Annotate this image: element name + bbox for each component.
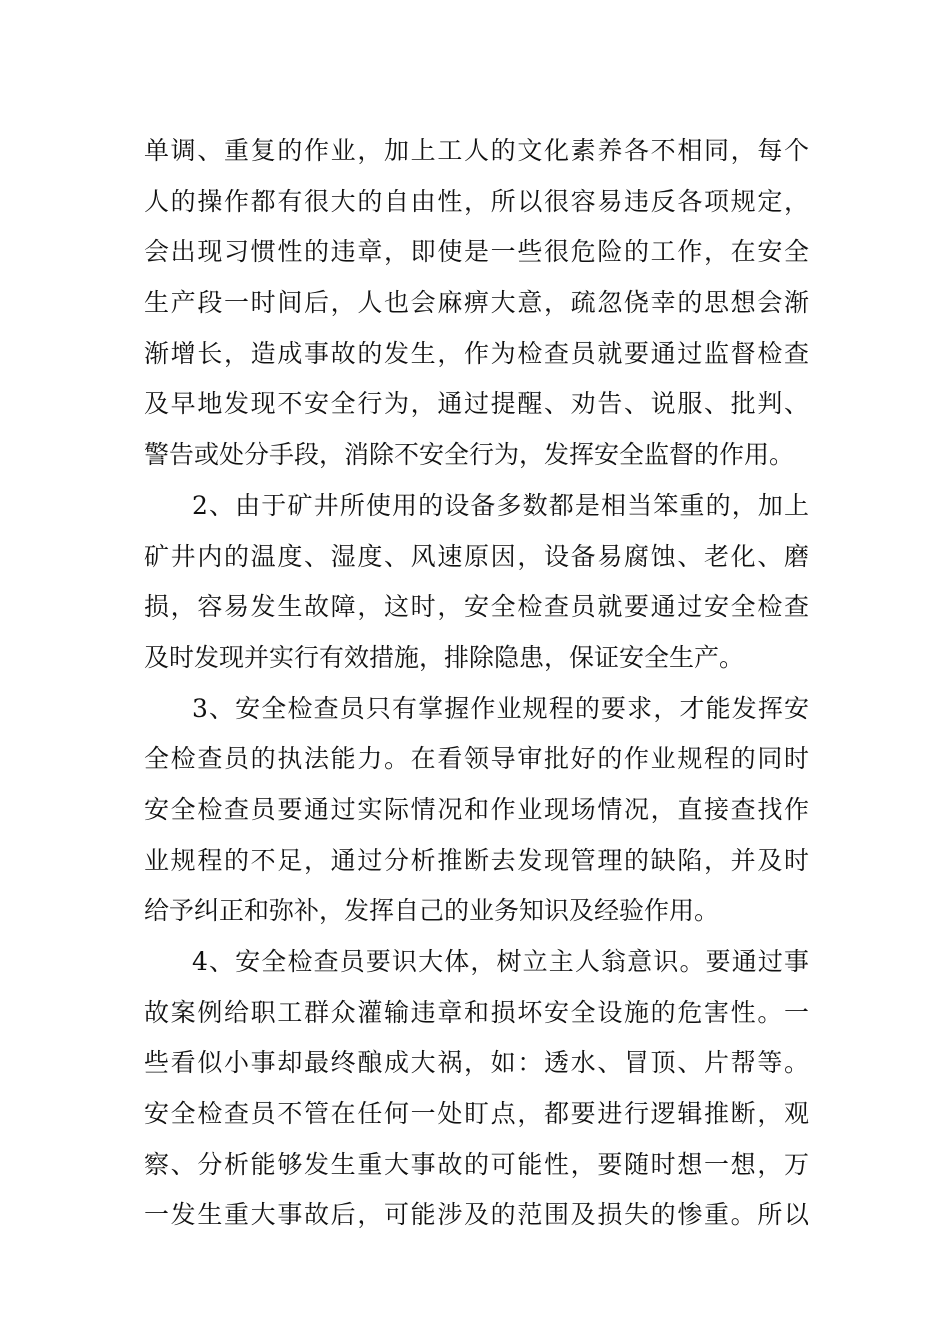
text-line: 些看似小事却最终酿成大祸，如：透水、冒顶、片帮等。 [144, 1048, 809, 1078]
text-line: 业规程的不足，通过分析推断去发现管理的缺陷，并及时 [144, 845, 809, 875]
text-line: 及时发现并实行有效措施，排除隐患，保证安全生产。 [144, 642, 745, 672]
text-line: 安全检查员不管在任何一处盯点，都要进行逻辑推断，观 [144, 1099, 809, 1129]
text-line: 单调、重复的作业，加上工人的文化素养各不相同，每个 [144, 136, 809, 165]
document-body [144, 126, 809, 1241]
text-line: 一发生重大事故后，可能涉及的范围及损失的惨重。所以 [144, 1200, 809, 1230]
text-line: 渐增长，造成事故的发生，作为检查员就要通过监督检查 [144, 338, 809, 368]
text-line: 给予纠正和弥补，发挥自己的业务知识及经验作用。 [144, 896, 720, 926]
text-line: 察、分析能够发生重大事故的可能性，要随时想一想，万 [144, 1149, 809, 1179]
paragraph-3-start: 3、安全检查员只有掌握作业规程的要求，才能发挥安 [192, 693, 809, 723]
text-line: 故案例给职工群众灌输违章和损坏安全设施的危害性。一 [144, 997, 809, 1027]
text-line: 安全检查员要通过实际情况和作业现场情况，直接查找作 [144, 794, 809, 824]
text-line: 全检查员的执法能力。在看领导审批好的作业规程的同时 [144, 744, 809, 774]
text-line: 矿井内的温度、湿度、风速原因，设备易腐蚀、老化、磨 [144, 541, 809, 571]
text-line: 警告或处分手段，消除不安全行为，发挥安全监督的作用。 [144, 440, 795, 470]
paragraph-2-start: 2、由于矿井所使用的设备多数都是相当笨重的，加上 [192, 490, 809, 520]
text-line: 会出现习惯性的违章，即使是一些很危险的工作，在安全 [144, 237, 809, 267]
text-line: 生产段一时间后，人也会麻痹大意，疏忽侥幸的思想会渐 [144, 288, 809, 318]
text-line: 人的操作都有很大的自由性，所以很容易违反各项规定， [144, 186, 809, 216]
text-line: 及早地发现不安全行为，通过提醒、劝告、说服、批判、 [144, 389, 809, 419]
text-line: 损，容易发生故障，这时，安全检查员就要通过安全检查 [144, 592, 809, 622]
paragraph-4-start: 4、安全检查员要识大体，树立主人翁意识。要通过事 [192, 947, 809, 976]
